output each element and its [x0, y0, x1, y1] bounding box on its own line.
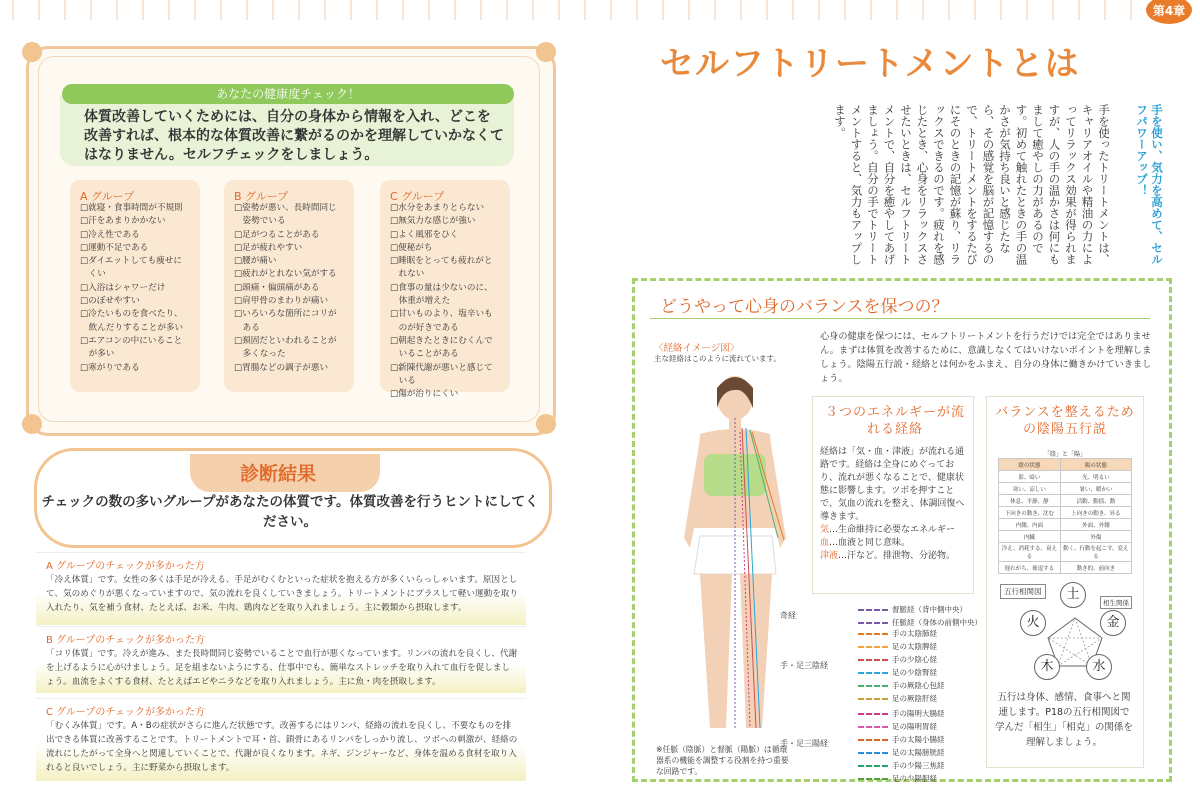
check-title: あなたの健康度チェック！: [62, 84, 514, 104]
yinyang-header: 陰の状態: [999, 459, 1061, 471]
yinyang-cell: 外面、外側: [1060, 519, 1131, 531]
five-element-label: 五行相関図: [1000, 584, 1046, 599]
group-a-title: A グループ: [80, 190, 135, 203]
checklist-item[interactable]: □冷え性である: [80, 229, 140, 240]
legend-group-label: 手・足三陰経: [780, 661, 828, 670]
advice-b-title: B グループのチェックが多かった方: [46, 635, 205, 646]
energy-item-key: 津液: [820, 551, 839, 561]
checklist-item[interactable]: □水分をあまりとらない: [390, 203, 485, 213]
group-b-list: [234, 202, 354, 375]
checklist-item[interactable]: □朝起きたときにむくんで いることがある: [390, 335, 493, 360]
checklist-item[interactable]: □頭痛・偏頭痛がある: [234, 282, 320, 293]
legend-label: 手の太陰肺経: [892, 629, 937, 638]
energy-item: [820, 537, 970, 550]
check-intro-text: 体質改善していくためには、自分の身体から情報を入れ、どこを改善すれば、根本的な体質改善に繋がるのかを理解していかなくてはなりません。セルフチェックをしましょう。: [84, 109, 504, 163]
checklist-item[interactable]: □新陳代謝が悪いと感じて いる: [390, 362, 493, 386]
five-element-text: 五行は身体、感情、食事へと関連します。P18の五行相関図で学んだ「相生」「相克」の関係を理解しましょう。: [995, 692, 1133, 748]
legend-label: 手の少陽三焦経: [892, 761, 945, 770]
checklist-item[interactable]: □入浴はシャワーだけ: [80, 282, 166, 293]
top-ornament-border: [0, 0, 1200, 20]
element-earth: 土: [1060, 582, 1086, 608]
checklist-item[interactable]: □腰が痛い: [234, 256, 277, 267]
legend-line: [858, 698, 888, 700]
group-c-list: [390, 202, 510, 401]
legend-line: [858, 752, 888, 754]
legend-line: [858, 659, 888, 661]
legend-label: 手の陽明大腸経: [892, 709, 945, 718]
yinyang-cell: 活動、動揺、動: [1060, 495, 1131, 507]
five-element-relation: 相生関係: [1100, 596, 1132, 609]
checklist-item[interactable]: □就寝・食事時間が不規則: [80, 203, 183, 213]
legend-label: 督脈経（背中側中央）: [892, 605, 967, 614]
legend-line: [858, 622, 888, 624]
group-c-card: [380, 180, 510, 400]
advice-c-title: C グループのチェックが多かった方: [46, 707, 206, 718]
legend-line: [858, 609, 888, 611]
balance-divider: [650, 318, 1150, 319]
legend-line: [858, 765, 888, 767]
checklist-item[interactable]: □のぼせやすい: [80, 296, 140, 307]
legend-label: 足の太陰脾経: [892, 642, 937, 651]
advice-b-block: [36, 626, 526, 693]
checklist-item[interactable]: □足が疲れやすい: [234, 242, 303, 253]
legend-label: 手の少陰心経: [892, 655, 937, 664]
checklist-item[interactable]: □ダイエットしても痩せに くい: [80, 256, 182, 280]
legend-line: [858, 685, 888, 687]
checklist-item[interactable]: □いろいろな箇所にコリが ある: [234, 309, 337, 333]
group-b-card: [224, 180, 354, 392]
element-metal: 金: [1100, 610, 1126, 636]
balance-title: どうやって心身のバランスを保つの？: [660, 297, 949, 317]
yinyang-cell: 内臓: [999, 531, 1061, 543]
energy-item: [820, 524, 970, 537]
yinyang-cell: 動き的、前向き: [1060, 562, 1131, 574]
yinyang-table: [998, 449, 1132, 574]
lead-heading: 手を使い、気力を高めて、セルフパワーアップ！: [1135, 104, 1164, 265]
element-wood: 木: [1034, 654, 1060, 680]
legend-label: 足の少陰腎経: [892, 668, 937, 677]
image-title: 〈経絡イメージ図〉: [654, 343, 740, 354]
legend-group-label: 奇経: [780, 611, 796, 620]
checklist-item[interactable]: □便秘がち: [390, 242, 433, 253]
legend-line: [858, 713, 888, 715]
group-b-title: B グループ: [234, 190, 289, 203]
intro-body: 手を使ったトリートメントは、キャリアオイルや精油の力によってリラックス効果が得られますが、人の手の温かさは何にもまして癒やしの力があるのです。初めて触れたときの手の温かさが気持ち良いと感じたなら、その感覚を脳が記憶するので、トリートメントをするたびにそのときの記憶が蘇り、リラックスできるのです。疲れを感じたとき、心身をリラックスさせたいときは、セルフトリートメントで、自分を癒やしてあげましょう。自分の手でトリートメントすると、気力もアップします。: [833, 104, 1111, 265]
yinyang-cell: 冷え、消耗する、衰える: [999, 543, 1061, 562]
legend-label: 手の太陽小腸経: [892, 735, 945, 744]
checklist-item[interactable]: □汗をあまりかかない: [80, 216, 166, 227]
legend-label: 任脈経（身体の前側中央）: [892, 618, 982, 627]
checklist-item[interactable]: □肩甲骨のまわりが痛い: [234, 296, 329, 307]
advice-a-title: A グループのチェックが多かった方: [46, 561, 205, 572]
legend-label: 足の陽明胃経: [892, 722, 937, 731]
checklist-item[interactable]: □足がつることがある: [234, 229, 320, 240]
yinyang-cell: 影、暗い: [999, 471, 1061, 483]
checklist-item[interactable]: □甘いものより、塩辛いも のが好きである: [390, 309, 493, 333]
element-water: 水: [1086, 654, 1112, 680]
advice-c-text: 「むくみ体質」です。A・Bの症状がさらに進んだ状態です。改善するにはリンパ、経絡の流れを良くし、不要なものを排出できる体質に改善することです。トリートメントで耳・首、鎖骨にあるリンパをしっかり流し、ツボへの刺激が、経絡の流れにしたがって全身へと関連していくことで、代謝が良くなります。ネギ、ジンジャーなど、身体を温める食材を取り入れると良いでしょう。主に野菜から摂取します。: [46, 721, 518, 773]
checklist-item[interactable]: □胃腸などの調子が悪い: [234, 362, 329, 373]
element-fire: 火: [1020, 610, 1046, 636]
legend-label: 足の厥陰肝経: [892, 694, 937, 703]
page-title: セルフトリートメントとは: [660, 44, 1080, 84]
checklist-item[interactable]: □冷たいものを食べたり、 飲んだりすることが多い: [80, 309, 184, 333]
group-a-card: [70, 180, 200, 392]
energy-body: 経絡は「気・血・津液」が流れる通路です。経絡は全身にめぐっており、流れが悪くなることで、健康状態に影響します。ツボを押すことで、気血の流れを整え、体調回復へ導きます。: [820, 447, 965, 522]
yinyang-title: バランスを整えるための陰陽五行説: [995, 405, 1135, 437]
energy-item-text: …血液と同じ意味。: [829, 538, 911, 548]
image-subtitle: 主な経絡はこのように流れています。: [654, 354, 781, 363]
checklist-item[interactable]: □よく風邪をひく: [390, 229, 459, 240]
yinyang-cell: 寒い、涼しい: [999, 483, 1061, 495]
energy-item-text: …生命維持に必要なエネルギー: [829, 525, 956, 535]
frame-corner-ornament: [22, 414, 42, 434]
checklist-item[interactable]: □食事の量は少ないのに、 体重が増えた: [390, 282, 493, 307]
advice-b-text: 「コリ体質」です。冷えが進み、また長時間同じ姿勢でいることで血行が悪くなっています。リンパの流れを良くし、代謝を上げるように心がけましょう。足を組まないようにする、仕事中でも、簡単なストレッチを取り入れて血行を促しましょう。血流をよくする食材、たとえばエビやニラなどを取り入れましょう。主に魚・肉を摂取します。: [46, 649, 518, 687]
advice-a-text: 「冷え体質」です。女性の多くは手足が冷える、手足がむくむといった症状を抱える方が多くいらっしゃいます。原因として、気のめぐりが悪くなっていますので、気の流れを良くしていきましょう。トリートメントにプラスして軽い運動を取り入れたり、気を補う食材、たとえば、お米、牛肉、鶏肉などを取り入れましょう。主に穀類から摂取します。: [46, 575, 518, 613]
energy-item-key: 血: [820, 538, 830, 548]
chapter-badge: 第4章: [1146, 0, 1192, 24]
result-title: 診断結果: [240, 463, 317, 485]
checklist-item[interactable]: □運動不足である: [80, 242, 149, 253]
frame-corner-ornament: [536, 414, 556, 434]
group-c-title: C グループ: [390, 190, 445, 203]
yinyang-cell: 休息、平静、静: [999, 495, 1061, 507]
yinyang-cell: 上向きの動き、昇る: [1060, 507, 1131, 519]
frame-corner-ornament: [22, 42, 42, 62]
checklist-item[interactable]: □無気力な感じが強い: [390, 216, 476, 227]
yinyang-cell: 内側、内面: [999, 519, 1061, 531]
legend-line: [858, 778, 888, 780]
legend-line: [858, 672, 888, 674]
result-text: チェックの数の多いグループがあなたの体質です。体質改善を行うヒントにしてください。: [41, 494, 539, 530]
checklist-item[interactable]: □睡眠をとっても疲れがと れない: [390, 256, 493, 280]
advice-c-block: [36, 698, 526, 781]
checklist-item[interactable]: □姿勢が悪い、長時間同じ 姿勢でいる: [234, 203, 337, 227]
energy-item-text: …汗など。排泄物、分泌物。: [838, 551, 956, 561]
legend-group-label: 手・足三陽経: [780, 739, 828, 748]
legend-label: 手の厥陰心包経: [892, 681, 945, 690]
meridian-note: ※任脈（陰脈）と督脈（陽脈）は循環器系の機能を調整する役割を持つ重要な回路です。: [656, 745, 789, 776]
group-a-list: [80, 202, 200, 375]
legend-line: [858, 646, 888, 648]
yinyang-cell: 動く、行動を起こす、変える: [1060, 543, 1131, 562]
energy-item-key: 気: [820, 525, 830, 535]
yinyang-table-caption: 「陰」と「陽」: [1043, 451, 1086, 458]
checklist-item[interactable]: □エアコンの中にいること が多い: [80, 335, 183, 360]
checklist-item[interactable]: □寒がりである: [80, 362, 140, 373]
yinyang-cell: 光、明るい: [1060, 471, 1131, 483]
balance-text: 心身の健康を保つには、セルフトリートメントを行うだけでは完全ではありません。まずは体質を改善するために、意識しなくてはいけないポイントを理解しましょう。陰陽五行説・経絡とは何かをふまえ、自分の身体に働きかけていきましょう。: [820, 331, 1152, 384]
frame-corner-ornament: [536, 42, 556, 62]
energy-text: [820, 446, 970, 563]
legend-line: [858, 726, 888, 728]
advice-a-block: [36, 552, 526, 625]
checklist-item[interactable]: □疲れがとれない気がする: [234, 269, 337, 280]
legend-label: 足の少陽胆経: [892, 774, 937, 783]
energy-title: ３つのエネルギーが流れる経絡: [824, 405, 965, 437]
yinyang-cell: 下向きの動き、沈む: [999, 507, 1061, 519]
energy-item: [820, 550, 970, 563]
legend-line: [858, 739, 888, 741]
yinyang-header: 陽の状態: [1060, 459, 1131, 471]
meridian-body-illustration: [660, 368, 810, 748]
yinyang-cell: 外傷: [1060, 531, 1131, 543]
legend-label: 足の太陽膀胱経: [892, 748, 945, 757]
checklist-item[interactable]: □傷が治りにくい: [390, 389, 459, 400]
legend-line: [858, 633, 888, 635]
checklist-item[interactable]: □頚固だといわれることが 多くなった: [234, 335, 337, 360]
yinyang-cell: 遅れがち、後退する: [999, 562, 1061, 574]
yinyang-cell: 暑い、暖かい: [1060, 483, 1131, 495]
